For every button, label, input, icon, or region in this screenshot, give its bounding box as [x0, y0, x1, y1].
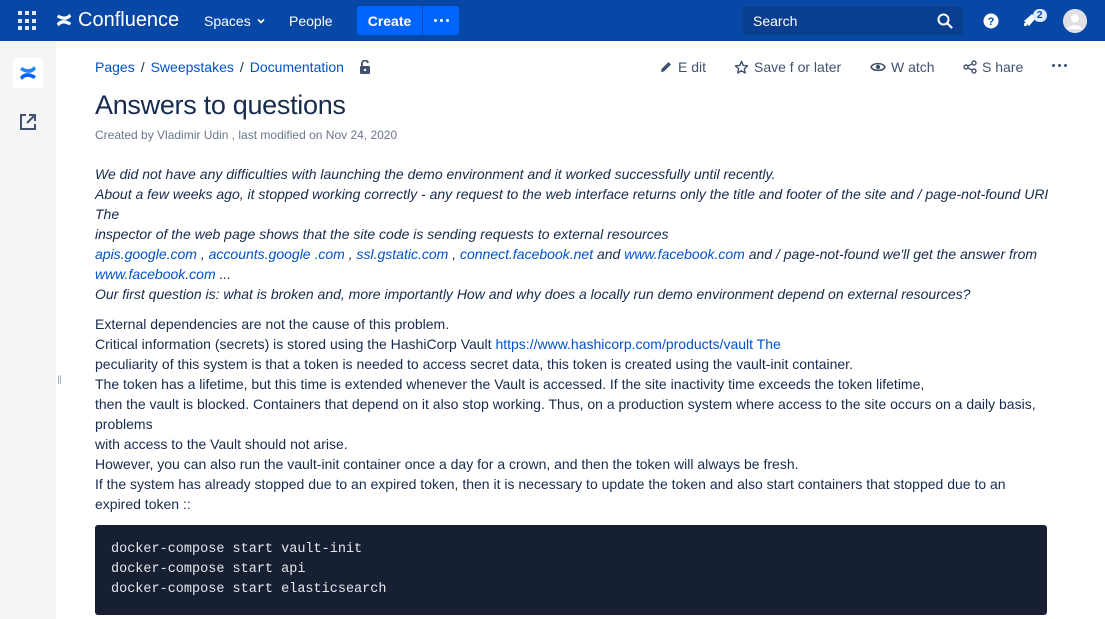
- answer-text: Critical information (secrets) is stored using the HashiCorp Vault: [95, 336, 496, 352]
- answer-line: The token has a lifetime, but this time is extended whenever the Vault is accessed. If the site inactivity time exceeds the token lifetime,: [95, 376, 925, 392]
- breadcrumb-separator: /: [239, 59, 244, 75]
- notification-badge: 2: [1033, 9, 1047, 22]
- search-icon[interactable]: [937, 13, 953, 29]
- breadcrumb-separator: /: [140, 59, 145, 75]
- breadcrumb: [95, 58, 372, 76]
- confluence-logo[interactable]: [55, 9, 179, 31]
- share-icon: [963, 60, 977, 74]
- share-button[interactable]: [963, 58, 1023, 76]
- link-accounts-google[interactable]: accounts.google .com: [208, 246, 345, 262]
- question-text: and / page-not-found we'll get the answer from: [744, 246, 1038, 262]
- search-box[interactable]: [743, 7, 963, 35]
- question-line: About a few weeks ago, it stopped working correctly - any request to the web interface returns only the title and footer of the site and / page-not-found URI The: [95, 186, 1049, 222]
- edit-label: E dit: [678, 59, 707, 75]
- spaces-label: Spaces: [204, 13, 251, 29]
- breadcrumb-documentation[interactable]: Documentation: [249, 59, 344, 75]
- link-hashicorp-vault[interactable]: https://www.hashicorp.com/products/vault The: [495, 336, 781, 352]
- external-link-icon[interactable]: [18, 112, 38, 132]
- more-actions-button[interactable]: [1050, 64, 1068, 67]
- code-line: docker-compose start elasticsearch: [111, 582, 387, 597]
- answer-line: However, you can also run the vault-init container once a day for a crown, and then the token will always be fresh.: [95, 456, 799, 472]
- link-www-facebook-2[interactable]: www.facebook.com: [95, 266, 216, 282]
- page-content: [95, 164, 1055, 514]
- svg-text:?: ?: [987, 16, 995, 28]
- breadcrumb-pages[interactable]: Pages: [95, 59, 135, 75]
- answer-line-with-link: [95, 334, 1055, 354]
- breadcrumb-sweepstakes[interactable]: Sweepstakes: [150, 59, 234, 75]
- edit-button[interactable]: [659, 58, 706, 76]
- avatar[interactable]: [1063, 9, 1087, 33]
- code-line: docker-compose start api: [111, 562, 306, 577]
- page-metadata: Created by Vladimir Udin , last modified on Nov 24, 2020: [95, 128, 398, 142]
- question-line: Our first question is: what is broken and, more importantly How and why does a locally run demo environment depend on external resources?: [95, 286, 971, 302]
- confluence-space-icon: [18, 63, 38, 83]
- link-www-facebook[interactable]: www.facebook.com: [624, 246, 745, 262]
- watch-label: W atch: [891, 59, 935, 75]
- search-input[interactable]: [743, 13, 923, 29]
- answer-line: with access to the Vault should not arise.: [95, 436, 348, 452]
- people-menu[interactable]: People: [289, 13, 333, 29]
- code-line: docker-compose start vault-init: [111, 542, 363, 557]
- text-separator: and: [593, 246, 625, 262]
- pencil-icon: [659, 60, 673, 74]
- help-icon[interactable]: [983, 13, 999, 29]
- spaces-menu[interactable]: [204, 12, 265, 30]
- app-name: Confluence: [78, 9, 180, 31]
- eye-icon: [870, 60, 886, 74]
- answer-line: then the vault is blocked. Containers that depend on it also stop working. Thus, on a production system where access to the site occurs on a daily basis, problems: [95, 396, 1036, 432]
- space-logo[interactable]: [13, 58, 43, 88]
- create-button[interactable]: Create: [357, 6, 422, 35]
- answer-line: External dependencies are not the cause of this problem.: [95, 316, 450, 332]
- apps-grid-icon[interactable]: [18, 11, 38, 31]
- share-label: S hare: [982, 59, 1024, 75]
- question-line: We did not have any difficulties with launching the demo environment and it worked successfully until recently.: [95, 166, 776, 182]
- unlock-icon[interactable]: [358, 60, 372, 74]
- user-avatar-icon: [1063, 9, 1087, 33]
- sidebar-resize-handle[interactable]: ‖: [57, 373, 62, 387]
- link-ssl-gstatic[interactable]: ssl.gstatic.com: [356, 246, 449, 262]
- page-title: Answers to questions: [95, 90, 346, 120]
- answer-line: If the system has already stopped due to an expired token, then it is necessary to update the token and also start containers that stopped due to an expired token ::: [95, 476, 1006, 512]
- text-separator: ,: [344, 246, 357, 262]
- question-text: ...: [215, 266, 232, 282]
- text-separator: ,: [196, 246, 209, 262]
- confluence-logo-icon: [55, 11, 73, 29]
- answer-line: peculiarity of this system is that a token is needed to access secret data, this token is created using the vault-init container.: [95, 356, 853, 372]
- answer-block: [95, 314, 1055, 514]
- link-connect-facebook[interactable]: connect.facebook.net: [459, 246, 594, 262]
- save-label: Save f or later: [754, 59, 842, 75]
- star-icon: [734, 60, 749, 75]
- code-block[interactable]: [95, 525, 1047, 615]
- top-navigation: [0, 0, 1105, 41]
- save-for-later-button[interactable]: [734, 58, 841, 76]
- question-block: [95, 164, 1055, 304]
- link-apis-google[interactable]: apis.google.com: [95, 246, 197, 262]
- text-separator: ,: [448, 246, 460, 262]
- question-line: inspector of the web page shows that the site code is sending requests to external resources: [95, 226, 669, 242]
- chevron-down-icon: [257, 17, 265, 25]
- watch-button[interactable]: [870, 58, 935, 76]
- question-links-line: [95, 244, 1055, 284]
- create-more-button[interactable]: [423, 6, 459, 35]
